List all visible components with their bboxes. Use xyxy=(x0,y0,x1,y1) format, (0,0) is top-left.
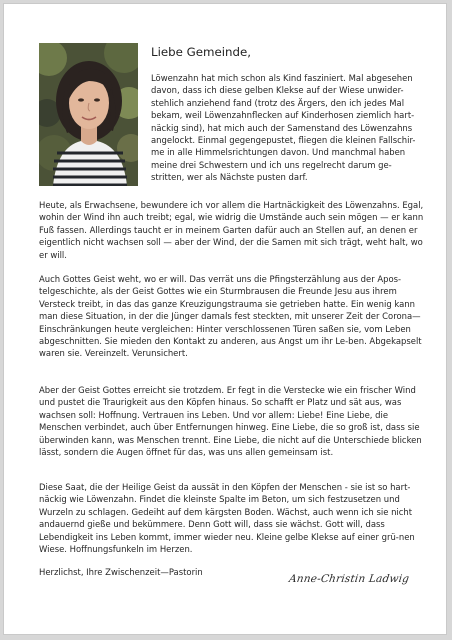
letter-greeting: Liebe Gemeinde, xyxy=(151,45,252,59)
paragraph-seed: Diese Saat, die der Heilige Geist da aussät in den Köpfen der Menschen - sie ist so hart-näckig wie Löwenzahn. Findet die kleinste Spalte im Beton, um sich festzusetzen und Wurzeln zu schlagen. Gedeiht auf dem kärgsten Boden. Wächst, auch wenn ich sie nicht andauernd gieße und bekümmere. Denn Gott will, dass sie wächst. Gott will, dass Lebendigkeit ins Leben kommt, immer wieder neu. Kleine gelbe Klekse auf einer grü-nen Wiese. Hoffnungsfunkeln im Herzen. xyxy=(39,482,415,555)
paragraph-adulthood: Heute, als Erwachsene, bewundere ich vor allem die Hartnäckigkeit des Löwenzahns. Egal, wohin der Wind ihn auch treibt; egal, wie widrig die Umstände auch sein mögen — er kann Fuß fassen. Allerdings taucht er in meinem Garten dafür auch an Stellen auf, an denen er eigentlich nicht wachsen soll — aber der Wind, der die Samen mit sich trägt, weht halt, wo er will. xyxy=(39,200,424,260)
signature-text: Anne-Christin Ladwig xyxy=(288,573,410,585)
paragraph-pentecost: Auch Gottes Geist weht, wo er will. Das verrät uns die Pfingsterzählung aus der Apos-telgeschichte, als der Geist Gottes wie ein Sturmbrausen die Freunde Jesu aus ihrem Versteck treibt, in das das ganze Kreuzigungstrauma sie getrieben hatte. Ein wenig kann man diese Situation, in der die Jünger damals fest steckten, mit unserer Zeit der Corona—Einschränkungen heute vergleichen: Hinter verschlossenen Türen saßen sie, vom Leben abgeschnitten. Sie mieden den Kontakt zu anderen, aus Angst um ihr Le-ben. Abgekapselt waren sie. Vereinzelt. Verunsichert. xyxy=(39,274,422,359)
handwritten-signature xyxy=(289,569,434,597)
paragraph-spirit: Aber der Geist Gottes erreicht sie trotzdem. Er fegt in die Verstecke wie ein frischer Wind und pustet die Traurigkeit aus den Köpfen hinaus. So schafft er Platz und sät aus, was wachsen soll: Hoffnung. Vertrauen ins Leben. Und vor allem: Liebe! Eine Liebe, die Menschen verbindet, auch über Entfernungen hinweg. Eine Liebe, die so groß ist, dass sie überwinden kann, was Menschen trennt. Eine Liebe, die nicht auf die Unterschiede blicken lässt, sondern die Augen öffnet für das, was uns allen gemeinsam ist. xyxy=(39,385,422,458)
letter-page xyxy=(3,3,447,635)
author-portrait-photo xyxy=(39,43,138,186)
closing-line: Herzlichst, Ihre Zwischenzeit—Pastorin xyxy=(39,567,203,577)
intro-paragraph: Löwenzahn hat mich schon als Kind fasziniert. Mal abgesehen davon, dass ich diese gelben Klekse auf der Wiese unwider-stehlich anziehend fand (trotz des Ärgers, den ich jedes Mal bekam, weil Löwenzahnflecken auf Kinderhosen ziemlich hart-näckig sind), hat mich auch der Samenstand des Löwenzahns angelockt. Einmal gegengepustet, fliegen die kleinen Fallschir-me in alle Himmelsrichtungen davon. Und manchmal haben meine drei Schwestern und ich uns regelrecht darum ge-stritten, wer als Nächste pusten darf. xyxy=(151,73,416,183)
